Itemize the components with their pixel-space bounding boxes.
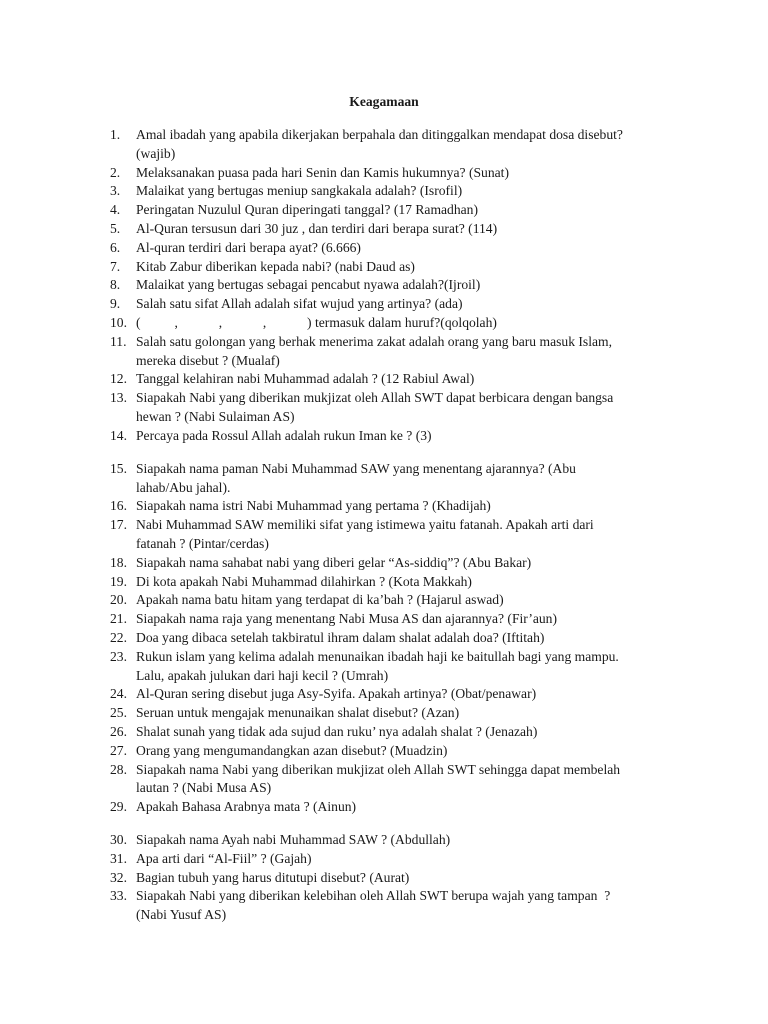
question-item <box>110 685 680 703</box>
question-number: 27. <box>110 742 127 758</box>
question-item <box>110 573 680 591</box>
question-number: 3. <box>110 183 121 199</box>
question-number: 10. <box>110 314 127 330</box>
question-number: 4. <box>110 202 121 218</box>
question-item <box>110 427 680 445</box>
question-item-continuation <box>110 479 680 497</box>
question-item-continuation <box>110 352 680 370</box>
question-text: Siapakah nama raja yang menentang Nabi Musa AS dan ajarannya? (Fir’aun) <box>136 611 558 627</box>
question-item <box>110 850 680 868</box>
question-number <box>110 352 136 370</box>
question-item <box>110 831 680 849</box>
question-text: Shalat sunah yang tidak ada sujud dan ruku’ nya adalah shalat ? (Jenazah) <box>136 723 538 739</box>
question-item <box>110 126 680 144</box>
question-item <box>110 869 680 887</box>
question-text: Al-Quran tersusun dari 30 juz , dan terdiri dari berapa surat? (114) <box>136 220 498 236</box>
question-text: (wajib) <box>136 145 176 161</box>
question-text: Siapakah Nabi yang diberikan kelebihan oleh Allah SWT berupa wajah yang tampan ? <box>136 888 611 904</box>
question-item <box>110 370 680 388</box>
question-text: Kitab Zabur diberikan kepada nabi? (nabi Daud as) <box>136 258 415 274</box>
question-item <box>110 591 680 609</box>
question-number: 14. <box>110 427 127 443</box>
question-text: Malaikat yang bertugas meniup sangkakala adalah? (Isrofil) <box>136 183 463 199</box>
question-number: 21. <box>110 611 127 627</box>
question-text: Percaya pada Rossul Allah adalah rukun Iman ke ? (3) <box>136 427 432 443</box>
question-item <box>110 389 680 407</box>
question-list <box>110 126 680 925</box>
question-item-continuation <box>110 779 680 797</box>
question-text: Amal ibadah yang apabila dikerjakan berpahala dan ditinggalkan mendapat dosa disebut? <box>136 127 623 142</box>
question-item <box>110 460 680 478</box>
question-text: Apa arti dari “Al-Fiil” ? (Gajah) <box>136 850 312 866</box>
question-number: 29. <box>110 799 127 815</box>
question-item <box>110 182 680 200</box>
question-number: 33. <box>110 888 127 904</box>
question-number: 2. <box>110 164 121 180</box>
question-number: 19. <box>110 573 127 589</box>
question-item <box>110 742 680 760</box>
question-item-continuation <box>110 667 680 685</box>
question-item <box>110 723 680 741</box>
question-number: 20. <box>110 592 127 608</box>
question-number: 5. <box>110 220 121 236</box>
question-number: 23. <box>110 648 127 664</box>
question-item <box>110 704 680 722</box>
question-item-continuation <box>110 408 680 426</box>
question-item <box>110 295 680 313</box>
question-text: Peringatan Nuzulul Quran diperingati tanggal? (17 Ramadhan) <box>136 202 479 218</box>
question-number: 8. <box>110 277 121 293</box>
question-text: ( , , , ) termasuk dalam huruf?(qolqolah) <box>136 314 497 330</box>
question-text: Malaikat yang bertugas sebagai pencabut nyawa adalah?(Ijroil) <box>136 277 481 293</box>
question-item <box>110 333 680 351</box>
question-number: 17. <box>110 517 127 533</box>
question-number: 6. <box>110 239 121 255</box>
question-item <box>110 276 680 294</box>
question-number: 7. <box>110 258 121 274</box>
question-text: Bagian tubuh yang harus ditutupi disebut? (Aurat) <box>136 869 410 885</box>
question-text: Nabi Muhammad SAW memiliki sifat yang istimewa yaitu fatanah. Apakah arti dari <box>136 517 594 533</box>
question-number: 13. <box>110 390 127 406</box>
question-item <box>110 314 680 332</box>
question-text: lahab/Abu jahal). <box>136 479 231 495</box>
question-number <box>110 145 136 163</box>
document-title: Keagamaan <box>349 94 419 109</box>
question-text: Apakah nama batu hitam yang terdapat di ka’bah ? (Hajarul aswad) <box>136 592 504 608</box>
question-number: 26. <box>110 723 127 739</box>
question-text: Seruan untuk mengajak menunaikan shalat disebut? (Azan) <box>136 705 460 721</box>
question-text: (Nabi Yusuf AS) <box>136 907 227 923</box>
question-number <box>110 408 136 426</box>
question-number: 18. <box>110 554 127 570</box>
question-number: 1. <box>110 127 121 142</box>
question-text: Al-quran terdiri dari berapa ayat? (6.666) <box>136 239 361 255</box>
question-number <box>110 779 136 797</box>
question-text: Tanggal kelahiran nabi Muhammad adalah ? (12 Rabiul Awal) <box>136 371 475 387</box>
question-number: 31. <box>110 850 127 866</box>
question-text: Salah satu golongan yang berhak menerima zakat adalah orang yang baru masuk Islam, <box>136 333 612 349</box>
question-item <box>110 516 680 534</box>
question-number: 16. <box>110 498 127 514</box>
question-number: 32. <box>110 869 127 885</box>
question-number: 28. <box>110 761 127 777</box>
question-item-continuation <box>110 906 680 924</box>
question-item-continuation <box>110 535 680 553</box>
question-item <box>110 164 680 182</box>
question-item <box>110 761 680 779</box>
question-number: 24. <box>110 686 127 702</box>
question-text: fatanah ? (Pintar/cerdas) <box>136 535 269 551</box>
question-text: Apakah Bahasa Arabnya mata ? (Ainun) <box>136 799 357 815</box>
question-number: 30. <box>110 832 127 848</box>
question-text: Siapakah Nabi yang diberikan mukjizat oleh Allah SWT dapat berbicara dengan bangsa <box>136 390 614 406</box>
question-text: mereka disebut ? (Mualaf) <box>136 352 280 368</box>
question-text: Orang yang mengumandangkan azan disebut? (Muadzin) <box>136 742 448 758</box>
question-item <box>110 554 680 572</box>
question-item-continuation <box>110 145 680 163</box>
question-number <box>110 906 136 924</box>
question-text: Doa yang dibaca setelah takbiratul ihram dalam shalat adalah doa? (Iftitah) <box>136 629 545 645</box>
question-number: 22. <box>110 629 127 645</box>
question-text: Siapakah nama istri Nabi Muhammad yang pertama ? (Khadijah) <box>136 498 491 514</box>
question-text: Siapakah nama Nabi yang diberikan mukjizat oleh Allah SWT sehingga dapat membelah <box>136 761 621 777</box>
question-text: hewan ? (Nabi Sulaiman AS) <box>136 408 295 424</box>
question-number: 25. <box>110 705 127 721</box>
question-number: 11. <box>110 333 127 349</box>
question-number <box>110 479 136 497</box>
question-item <box>110 610 680 628</box>
question-item <box>110 239 680 257</box>
question-item <box>110 798 680 816</box>
question-item <box>110 497 680 515</box>
question-text: Al-Quran sering disebut juga Asy-Syifa. Apakah artinya? (Obat/penawar) <box>136 686 537 702</box>
question-number <box>110 535 136 553</box>
question-item <box>110 629 680 647</box>
question-text: Lalu, apakah julukan dari haji kecil ? (Umrah) <box>136 667 389 683</box>
question-text: lautan ? (Nabi Musa AS) <box>136 780 272 796</box>
question-text: Di kota apakah Nabi Muhammad dilahirkan ? (Kota Makkah) <box>136 573 472 589</box>
question-number: 12. <box>110 371 127 387</box>
question-number <box>110 667 136 685</box>
question-text: Siapakah nama sahabat nabi yang diberi gelar “As-siddiq”? (Abu Bakar) <box>136 554 532 570</box>
question-text: Melaksanakan puasa pada hari Senin dan Kamis hukumnya? (Sunat) <box>136 164 509 180</box>
question-item <box>110 258 680 276</box>
question-text: Siapakah nama Ayah nabi Muhammad SAW ? (Abdullah) <box>136 832 451 848</box>
question-text: Siapakah nama paman Nabi Muhammad SAW yang menentang ajarannya? (Abu <box>136 460 576 476</box>
question-text: Rukun islam yang kelima adalah menunaikan ibadah haji ke baitullah bagi yang mampu. <box>136 648 619 664</box>
question-item <box>110 648 680 666</box>
question-text: Salah satu sifat Allah adalah sifat wujud yang artinya? (ada) <box>136 296 463 312</box>
question-number: 9. <box>110 296 121 312</box>
question-number: 15. <box>110 460 127 476</box>
question-item <box>110 220 680 238</box>
question-item <box>110 887 680 905</box>
question-item <box>110 201 680 219</box>
